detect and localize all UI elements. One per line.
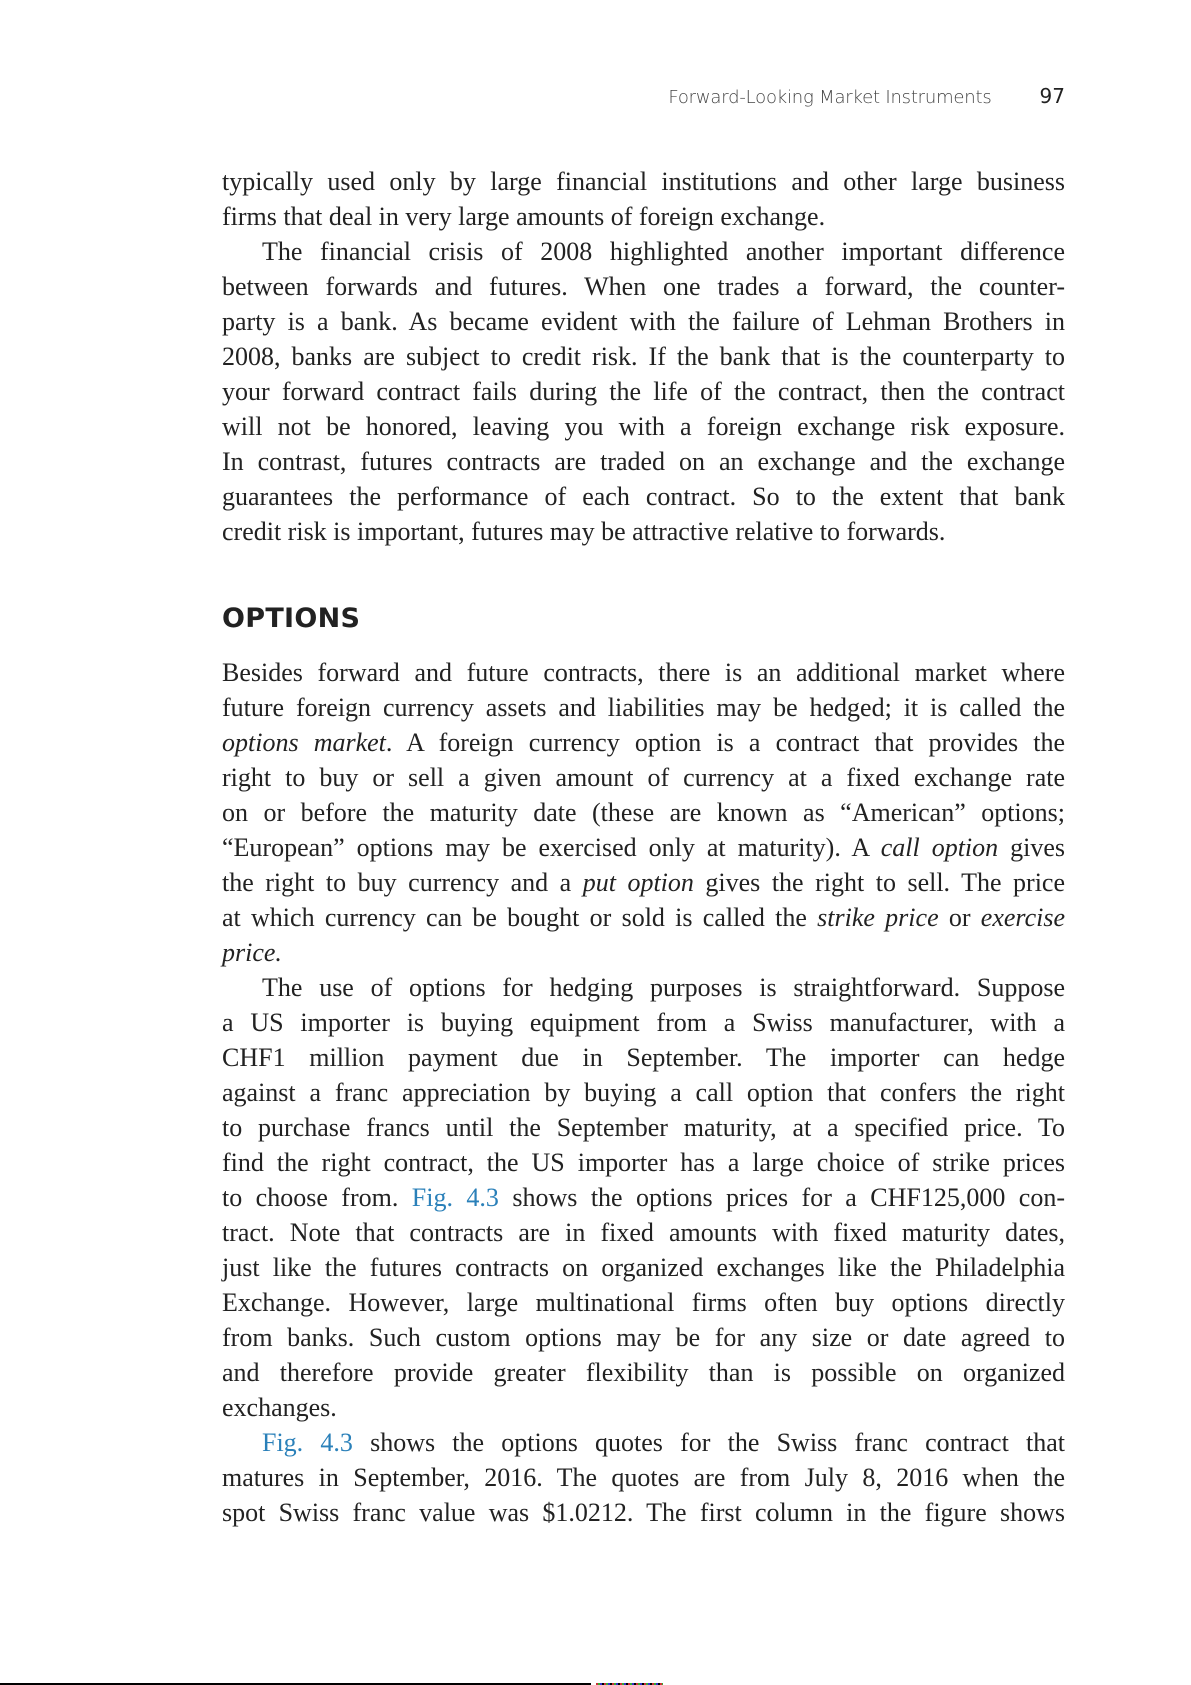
text-run: or — [938, 903, 981, 932]
text-line — [222, 1355, 1065, 1390]
text-run: against a franc appreciation by buying a call option that confers the right — [222, 1078, 1065, 1107]
text-run: . A foreign currency option is a contract that provides the — [385, 728, 1065, 757]
text-line — [222, 1180, 1065, 1215]
text-line — [222, 795, 1065, 830]
text-run: matures in September, 2016. The quotes are from July 8, 2016 when the — [222, 1463, 1065, 1492]
text-run: In contrast, futures contracts are traded on an exchange and the exchange — [222, 447, 1065, 476]
text-run: exchanges. — [222, 1393, 337, 1422]
text-run: gives — [998, 833, 1066, 862]
text-run: credit risk is important, futures may be attractive relative to forwards. — [222, 517, 946, 546]
text-run: find the right contract, the US importer has a large choice of strike prices — [222, 1148, 1065, 1177]
text-line — [222, 1005, 1065, 1040]
italic-term: call option — [880, 833, 999, 862]
text-line — [222, 374, 1065, 409]
text-line — [222, 514, 1065, 549]
text-run: the right to buy currency and a — [222, 868, 583, 897]
text-line — [222, 339, 1065, 374]
text-run: The financial crisis of 2008 highlighted another important difference — [262, 237, 1065, 266]
page-number: 97 — [1039, 84, 1065, 108]
text-line — [222, 164, 1065, 199]
text-line — [222, 1390, 1065, 1425]
text-line — [222, 1285, 1065, 1320]
italic-term: put option — [582, 868, 694, 897]
text-line — [222, 199, 1065, 234]
text-line — [222, 269, 1065, 304]
text-line — [222, 1250, 1065, 1285]
text-run: typically used only by large financial institutions and other large business — [222, 167, 1065, 196]
text-run: to choose from. — [222, 1183, 412, 1212]
text-run: your forward contract fails during the life of the contract, then the contract — [222, 377, 1065, 406]
text-line — [222, 1110, 1065, 1145]
text-run: future foreign currency assets and liabilities may be hedged; it is called the — [222, 693, 1065, 722]
italic-term: options market — [222, 728, 386, 757]
text-line — [222, 1145, 1065, 1180]
figure-link[interactable]: Fig. 4.3 — [411, 1183, 499, 1212]
text-line — [222, 1495, 1065, 1530]
text-line — [222, 690, 1065, 725]
text-line — [222, 409, 1065, 444]
text-run: CHF1 million payment due in September. The importer can hedge — [222, 1043, 1065, 1072]
text-line — [222, 725, 1065, 760]
text-run: will not be honored, leaving you with a foreign exchange risk exposure. — [222, 412, 1065, 441]
text-line — [222, 1320, 1065, 1355]
text-run: at which currency can be bought or sold is called the — [222, 903, 818, 932]
section-heading-options: OPTIONS — [222, 603, 361, 634]
text-run: shows the options quotes for the Swiss franc contract that — [352, 1428, 1066, 1457]
text-run: on or before the maturity date (these are known as “American” options; — [222, 798, 1065, 827]
text-run: tract. Note that contracts are in fixed amounts with fixed maturity dates, — [222, 1218, 1065, 1247]
text-run: and therefore provide greater flexibility than is possible on organized — [222, 1358, 1065, 1387]
running-head-title: Forward-Looking Market Instruments — [668, 87, 992, 108]
text-run: between forwards and futures. When one trades a forward, the counter- — [222, 272, 1065, 301]
text-line — [222, 234, 1065, 269]
text-line — [222, 865, 1065, 900]
text-run: shows the options prices for a CHF125,000 con- — [498, 1183, 1065, 1212]
text-line — [222, 479, 1065, 514]
text-run: to purchase francs until the September maturity, at a specified price. To — [222, 1113, 1065, 1142]
text-run: party is a bank. As became evident with the failure of Lehman Brothers in — [222, 307, 1065, 336]
text-line — [222, 655, 1065, 690]
text-run: The use of options for hedging purposes is straightforward. Suppose — [262, 973, 1065, 1002]
text-line — [222, 760, 1065, 795]
running-header — [668, 84, 1065, 108]
text-line — [222, 1215, 1065, 1250]
text-line — [222, 304, 1065, 339]
text-run: just like the futures contracts on organized exchanges like the Philadelphia — [222, 1253, 1065, 1282]
text-run: a US importer is buying equipment from a Swiss manufacturer, with a — [222, 1008, 1065, 1037]
italic-term: price. — [222, 938, 282, 967]
text-line — [222, 1075, 1065, 1110]
text-run: Besides forward and future contracts, there is an additional market where — [222, 658, 1065, 687]
text-run: firms that deal in very large amounts of foreign exchange. — [222, 202, 826, 231]
text-line — [222, 1460, 1065, 1495]
text-run: gives the right to sell. The price — [693, 868, 1066, 897]
text-run: 2008, banks are subject to credit risk. If the bank that is the counterparty to — [222, 342, 1065, 371]
body-text-options — [222, 655, 1065, 1530]
italic-term: strike price — [817, 903, 939, 932]
body-text-top — [222, 164, 1065, 549]
text-line — [222, 1040, 1065, 1075]
text-run: guarantees the performance of each contract. So to the extent that bank — [222, 482, 1065, 511]
text-run: “European” options may be exercised only at maturity). A — [222, 833, 881, 862]
figure-link[interactable]: Fig. 4.3 — [262, 1428, 353, 1457]
text-line — [222, 935, 1065, 970]
text-run: right to buy or sell a given amount of currency at a fixed exchange rate — [222, 763, 1065, 792]
text-line — [222, 830, 1065, 865]
text-line — [222, 1425, 1065, 1460]
text-line — [222, 444, 1065, 479]
text-line — [222, 970, 1065, 1005]
text-run: spot Swiss franc value was $1.0212. The first column in the figure shows — [222, 1498, 1065, 1527]
text-run: from banks. Such custom options may be for any size or date agreed to — [222, 1323, 1065, 1352]
text-run: Exchange. However, large multinational firms often buy options directly — [222, 1288, 1065, 1317]
italic-term: exercise — [980, 903, 1065, 932]
text-line — [222, 900, 1065, 935]
